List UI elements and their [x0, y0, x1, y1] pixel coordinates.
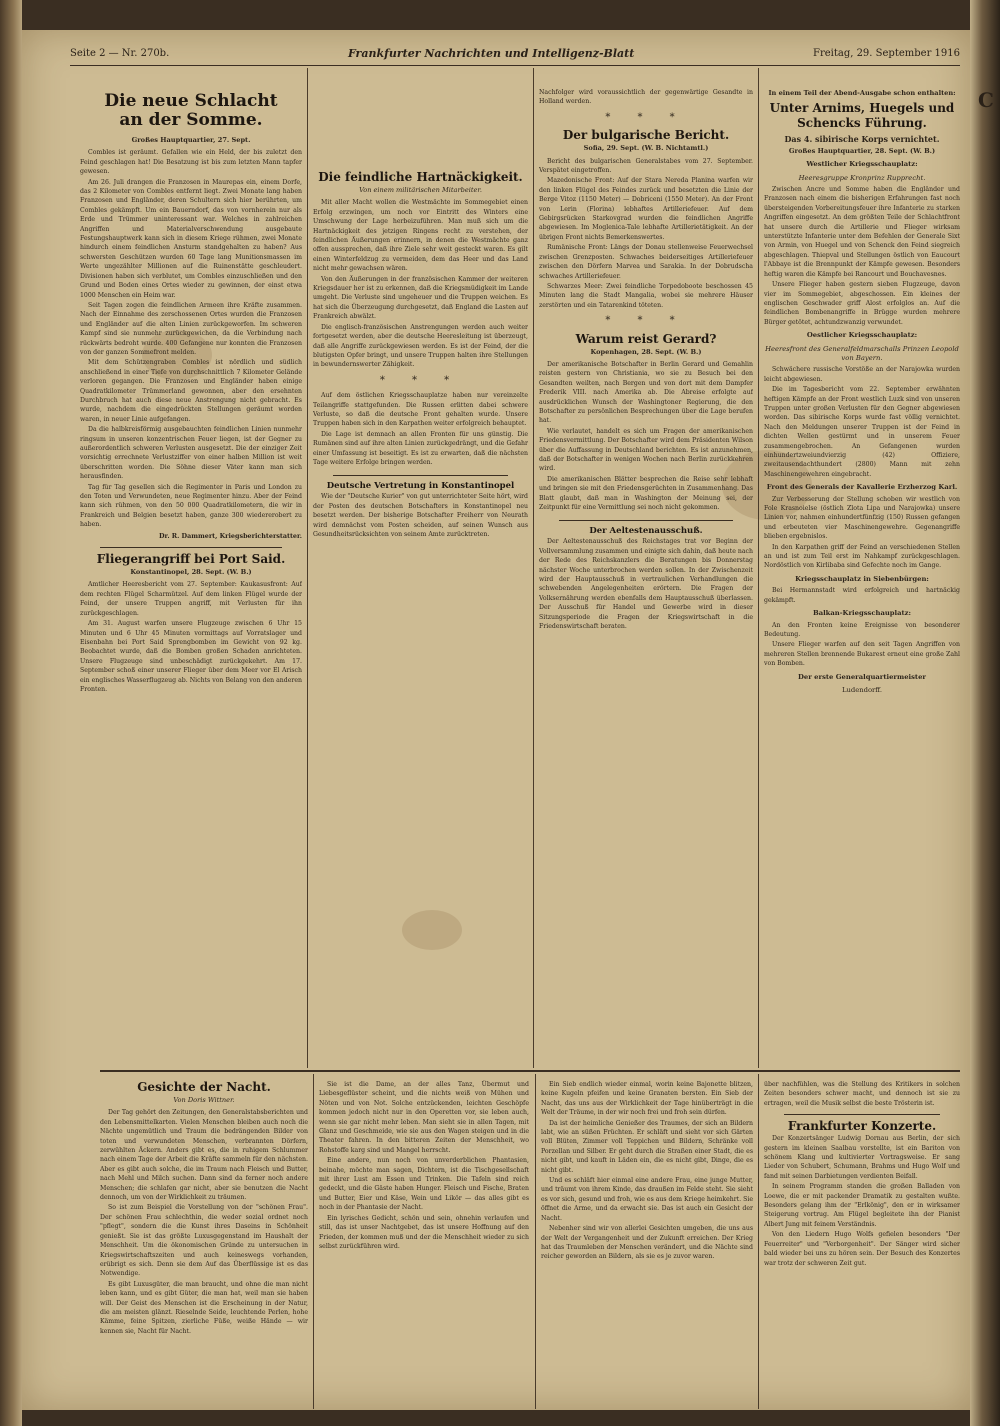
article-title: Gesichte der Nacht. — [137, 1080, 271, 1094]
section-separator: * * * — [605, 111, 687, 123]
paragraph: Unsere Flieger haben gestern sieben Flugzeuge, davon vier im Sommegebiet, abgeschossen. Ein kleines der englischen Geschwader griff Alost erfolglos an. Auf die feindlichen Bombenangriffe in Brügge wurden mehrere Bürger getötet, achtundzwanzig verwundet. — [764, 281, 960, 326]
section-heading: Kriegsschauplatz in Siebenbürgen: — [795, 574, 929, 583]
paragraph: Die amerikanischen Blätter besprechen die Reise sehr lebhaft und bringen sie mit den Friedensgerüchten in Zusammenhang. Das Blatt glaubt, daß man in Washington der Meinung sei, der Zeitpunkt für eine Vermittlung sei noch nicht gekommen. — [539, 475, 753, 512]
section-heading: Westlicher Kriegsschauplatz: — [806, 160, 918, 169]
paragraph: Der amerikanische Botschafter in Berlin Gerard und Gemahlin reisten gestern von Christiania, wo sie zu Besuch bei den Gesandten weilten, nach Bergen und von dort mit dem Dampfer Frederik VIII. nach Amerika ab. Die Abreise erfolgte auf ausdrücklichen Wunsch der Washingtoner Regierung, die den Botschafter zu persönlichen Besprechungen über die Lage berufen hat. — [539, 360, 753, 425]
paragraph: Da ist der heimliche Genießer des Traumes, der sich an Bildern labt, wie an süßen Früchten. Er schläft und sieht vor sich Gärten voll Blüten, Zimmer voll Teppichen und Bildern, Schränke voll Porzellan und Silber. Er geht durch die Straßen einer Stadt, die es nicht gibt, und kauft in Läden ein, die es nicht gibt, Dinge, die es nicht gibt. — [541, 1119, 753, 1174]
paragraph: Die englisch-französischen Anstrengungen werden auch weiter fortgesetzt werden, aber die deutsche Heeresleitung ist überzeugt, daß alle Angriffe zurückgewiesen werden. Es ist der Feind, der die blutigsten Opfer bringt, und unsere Truppen halten ihre Stellungen in bewundernswerter Zähigkeit. — [313, 323, 528, 369]
section-subheading: Heeresgruppe Kronprinz Rupprecht. — [798, 173, 926, 182]
paragraph: über nachfühlen, was die Stellung des Kritikers in solchen Zeiten besonders schwer macht, und dennoch ist sie zu ertragen, weil die Musik selbst die beste Trösterin ist. — [764, 1081, 960, 1107]
paragraph: Mazedonische Front: Auf der Stara Nereda Planina warfen wir den linken Flügel des Feindes zurück und besetzten die Linie der Berge Vitoz (1150 Meter) — Dobriceni (1550 Meter). An der Front von Lerin (Florina) lebhaftes Artilleriefeuer. Auf dem Gebirgsrücken Starkovgrad wurden die feindlichen Angriffe abgewiesen. Im Moglenica-Tale lebhafte Artillerietätigkeit. An der übrigen Front nichts Bemerkenswertes. — [539, 177, 753, 241]
section-divider — [100, 1070, 960, 1072]
next-page-fragment: C — [978, 88, 994, 112]
newspaper-title: Frankfurter Nachrichten und Intelligenz-Blatt — [347, 46, 635, 60]
paragraph: So ist zum Beispiel die Vorstellung von der "schönen Frau". Der schönen Frau schlechthin, die weder sozial ordnet noch "pflegt", sondern die die Kunst ihres Daseins in Schönheit genießt. Sie ist das größte Luxusgegenstand im Haushalt der Menschheit. Um die ökonomischen Gründe zu untersuchen in Kriegswirtschaftszeiten und auch keineswegs vorhanden, erübrigt es sich. Denn sie dem Auf das Überflüssige ist es das Notwendige. — [100, 1204, 308, 1278]
article-title-continued: an der Somme. — [119, 110, 263, 130]
dateline: Sofia, 29. Sept. (W. B. Nichtamtl.) — [583, 144, 709, 153]
section-heading: Balkan-Kriegsschauplatz: — [812, 609, 912, 618]
signature-name: Ludendorff. — [841, 685, 883, 694]
paragraph: Es gibt Luxusgüter, die man braucht, und ohne die man nicht leben kann, und es gibt Güter, die man hat, weil man sie haben will. Der Geist des Menschen ist die Erscheinung in der Natur, die am meisten glänzt. Rieselnde Seide, leuchtende Perlen, hohe Kämme, feine Spitzen, zierliche Füße, weiße Hände — wir kennen sie, Nacht für Nacht. — [100, 1280, 308, 1335]
article-title: Deutsche Vertretung in Konstantinopel — [326, 481, 515, 492]
article-title: Unter Arnims, Huegels und Schencks Führung. — [769, 101, 955, 131]
paragraph: Ein Sieb endlich wieder einmal, worin keine Bajonette blitzen, keine Kugeln pfeifen und keine Granaten bersten. Ein Sieb der Nacht, das uns aus der Wirklichkeit der Tage hinüberträgt in die Welt der Träume, in der wir noch frei und froh sein dürfen. — [541, 1081, 753, 1117]
dateline: Kopenhagen, 28. Sept. (W. B.) — [590, 347, 702, 356]
paragraph: In den Karpathen griff der Feind an verschiedenen Stellen an und ist zum Teil erst im Nahkampf zurückgeschlagen. Nordöstlich von Kirlibaba sind Gefechte noch im Gange. — [764, 543, 960, 570]
paragraph: In seinem Programm standen die großen Balladen von Loewe, die er mit packender Dramatik zu gestalten wußte. Besonders gelang ihm der "Erlkönig", den er in wirksamer Steigerung vortrug. Am Flügel begleitete ihn der Pianist Albert Jung mit feinem Verständnis. — [764, 1183, 960, 1228]
paragraph: Und es schläft hier einmal eine andere Frau, eine junge Mutter, und träumt von ihrem Kinde, das draußen im Felde steht. Sie sieht es vor sich, gesund und froh, wie es aus dem Kriege heimkehrt. Sie öffnet die Arme, und da erwacht sie. Das ist auch ein Gesicht der Nacht. — [541, 1177, 753, 1222]
paragraph: Nachfolger wird voraussichtlich der gegenwärtige Gesandte in Holland werden. — [539, 89, 753, 106]
article-subtitle: Das 4. sibirische Korps vernichtet. — [784, 134, 940, 145]
paragraph: Eine andere, nun noch von unverderblichen Phantasien, beinahe, möchte man sagen, Dichtern, ist die Tischgesellschaft mit ihrer Lust am Essen und Trinken. Die Tafeln sind reich gedeckt, und die Gäste haben Hunger. Fleisch und Fische, Braten und Butter, Eier und Käse, Wein und Likör — das alles gibt es noch in der Phantasie der Nacht. — [319, 1157, 529, 1212]
book-binding-left — [0, 0, 22, 1426]
article-title: Frankfurter Konzerte. — [787, 1119, 937, 1134]
masthead — [70, 44, 960, 66]
article-title: Der Aeltestenausschuß. — [589, 526, 703, 537]
paragraph: Wie der "Deutsche Kurier" von gut unterrichteter Seite hört, wird der Posten des deutschen Botschafters in Konstantinopel neu besetzt werden. Der bisherige Botschafter Freiherr von Neurath wird demnächst vom Posten scheiden, auf seinen Wunsch aus Gesundheitsrücksichten von seinem Amte zurücktreten. — [313, 493, 528, 538]
paragraph: Die im Tagesbericht vom 22. September erwähnten heftigen Kämpfe an der Front westlich Luzk sind von unseren Truppen unter großen Verlusten für den Gegner abgewiesen worden. Das sibirische Korps wurde fast völlig vernichtet. Nach den Meldungen unserer Truppen ist der Feind in dichten Wellen gestürmt und in unserem Feuer zusammengebrochen. An Gefangenen wurden einhundertzweiundvierzig (42) Offiziere, zweitausendachthundert (2800) Mann mit zehn Maschinengewehren eingebracht. — [764, 386, 960, 478]
next-page-edge — [970, 0, 1000, 1426]
paragraph: Am 31. August warfen unsere Flugzeuge zwischen 6 Uhr 15 Minuten und 6 Uhr 45 Minuten vormittags auf Vorratslager und Eisenbahn bei Port Said Sprengbomben im Gewicht von 92 kg. Beobachtet wurde, daß die Bomben großen Schaden anrichteten. Unsere Flugzeuge sind unbeschädigt zurückgekehrt. Am 17. September schoß einer unserer Flieger über dem Meer vor El Arisch ein englisches Wasserflugzeug ab. Nichts von Belang von den anderen Fronten. — [80, 620, 302, 693]
section-separator: * * * — [379, 374, 462, 386]
byline: Von einem militärischen Mitarbeiter. — [359, 186, 482, 194]
article-title: Fliegerangriff bei Port Said. — [96, 552, 286, 567]
article-nacht — [100, 1080, 308, 1408]
section-heading: Front des Generals der Kavallerie Erzherzog Karl. — [766, 483, 958, 492]
paragraph: Bei Hermannstadt wird erfolgreich und hartnäckig gekämpft. — [764, 587, 960, 604]
column-rule — [533, 68, 534, 1068]
section-subheading: Heeresfront des Generalfeldmarschalls Prinzen Leopold von Bayern. — [765, 344, 959, 362]
article-title: Warum reist Gerard? — [575, 331, 717, 346]
column-rule — [535, 1074, 536, 1409]
column-rule — [313, 1074, 314, 1409]
paragraph: Rumänische Front: Längs der Donau stellenweise Feuerwechsel zwischen Grenzposten. Schwaches beiderseitiges Artilleriefeuer zwischen den Dörfern Marvea und Sarakia. In der Dobrudscha schwaches Artilleriefeuer. — [539, 244, 753, 280]
article-hartnaeckigkeit — [313, 88, 528, 1068]
page-number: Seite 2 — Nr. 270b. — [70, 47, 170, 59]
byline: Von Doris Wittner. — [173, 1096, 235, 1104]
dateline: Großes Hauptquartier, 27. Sept. — [131, 136, 251, 144]
paragraph: Schwarzes Meer: Zwei feindliche Torpedoboote beschossen 45 Minuten lang die Stadt Mangalia, wobei sie mehrere Häuser zerstörten und ein Tatarenkind töteten. — [539, 282, 753, 309]
article-nacht-continued — [319, 1080, 529, 1408]
dateline: Konstantinopel, 28. Sept. (W. B.) — [130, 568, 252, 577]
paragraph: Mit aller Macht wollen die Westmächte im Sommegebiet einen Erfolg erzwingen, um noch vor Eintritt des Winters eine Umschwung der Lage herbeizuführen. Man muß sich um die Hartnäckigkeit des jetzigen Ringens recht zu verstehen, der feindlichen Äußerungen erinnern, in denen die Westmächte ganz offen aussprechen, daß ihre Ziele sehr weit gesteckt waren. Es gilt einen Winterfeldzug zu vermeiden, dem das Heer und das Land nicht mehr gewachsen wären. — [313, 199, 528, 273]
paragraph: Am 26. Juli drangen die Franzosen in Maurepas ein, einem Dorfe, das 2 Kilometer von Combles entfernt liegt. Zwei Monate lang haben Franzosen und Engländer, deren Schultern sich hier berührten, um Combles gekämpft. Um ein Bauerndorf, das von vornherein nur als Erde und Trümmer uninteressant war. Welches in zahlreichen Angriffen und Materialverschwendung ausgebaute Festungshauptwerk kann sich in diesem Kriege rühmen, zwei Monate hindurch einem feindlichen Ansturm standgehalten zu haben? Aus schwersten Geschützen wurden 60 Tage lang Munitionsmassen im Werte ungezählter Millionen auf die Ruinenstätte geschleudert. Divisionen haben sich verblutet, um Combles einzuschließen und den Grund und Boden eines Ortes wieder zu gewinnen, der einst etwa 1000 Menschen ein Heim war. — [80, 178, 302, 299]
paragraph: An den Fronten keine Ereignisse von besonderer Bedeutung. — [764, 621, 960, 638]
dateline: Großes Hauptquartier, 28. Sept. (W. B.) — [788, 146, 936, 155]
section-heading: Oestlicher Kriegsschauplatz: — [806, 331, 918, 340]
article-title: Die neue Schlacht — [104, 92, 278, 111]
paragraph: Der Tag gehört den Zeitungen, den Generalstabsberichten und den Lebensmittelkarten. Vielen Menschen bleiben auch noch die Nächte ungemütlich und Traum die bedrängenden Bilder von toten und verwundeten Menschen, verbrannten Dörfern, zerwühlten Äckern. Anders gibt es, die in ruhigem Schlummer nach einem Tage der Arbeit die Kräfte sammeln für den nächsten. Aber es gibt auch solche, die im Traum nach Fleisch und Butter, nach Mehl und Milch suchen. Dann sind da ferner noch andere Menschen; die schlafen gar nicht, aber sie benutzen die Nacht dennoch, um von der Wirklichkeit zu träumen. — [100, 1109, 308, 1202]
paragraph: Nebenher sind wir von allerlei Gesichten umgeben, die uns aus der Welt der Vergangenheit und der Zukunft erreichen. Der Krieg hat das Traumleben der Menschen verändert, und die Nächte sind reicher geworden an Bildern, als sie es je zuvor waren. — [541, 1225, 753, 1261]
column-rule — [758, 68, 759, 1068]
paragraph: Ein lyrisches Gedicht, schön und sein, ohnehin verlaufen und still, das ist unser Nachtgebet, das ist unsere Hoffnung auf den Frieden, der kommen muß und der die Menschheit wieder zu sich selbst zurückführen wird. — [319, 1214, 529, 1250]
paragraph: Auf dem östlichen Kriegsschauplatze haben nur vereinzelte Teilangriffe stattgefunden. Die Russen erlitten dabei schwere Verluste, so daß die deutsche Front gehalten wurde. Unsere Truppen haben sich in den Karpathen weiter erfolgreich behauptet. — [313, 392, 528, 428]
article-title: Die feindliche Hartnäckigkeit. — [318, 170, 523, 184]
paragraph: Amtlicher Heeresbericht vom 27. September: Kaukasusfront: Auf dem rechten Flügel Scharmützel. Auf dem linken Flügel wurde der Feind, der unsere Truppen angriff, mit Verlusten für ihn zurückgeschlagen. — [80, 581, 302, 617]
article-title: Der bulgarische Bericht. — [562, 128, 730, 143]
edition-note: In einem Teil der Abend-Ausgabe schon enthalten: — [768, 89, 956, 97]
paragraph: Tag für Tag gesellen sich die Regimenter in Paris und London zu den Toten und Verwundeten, neue Regimenter hinzu. Aber der Feind kann sich rühmen, von den 50 000 Quadratkilometern, die wir in Frankreich und Belgien besetzt haben, ganze 300 wiedererobert zu haben. — [80, 483, 302, 529]
paragraph: Unsere Flieger warfen auf den seit Tagen Angriffen von mehreren Stellen brennende Bukarest erneut eine große Zahl von Bomben. — [764, 641, 960, 668]
article-bulgarisch — [539, 88, 753, 1068]
article-heeresbericht — [764, 88, 960, 1068]
paragraph: Zur Verbesserung der Stellung schoben wir westlich von Fole Krasnoielse (östlich Zlota Lipa und Narajowka) unsere Linien vor, nahmen einhundertfünfzig (150) Russen gefangen und erbeuteten vier Maschinengewehre. Gegenangriffe blieben ergebnislos. — [764, 495, 960, 541]
author-signature: Dr. R. Dammert, Kriegsberichterstatter. — [159, 531, 302, 540]
paragraph: Bericht des bulgarischen Generalstabes vom 27. September. Verspätet eingetroffen. — [539, 157, 753, 175]
paragraph: Schwächere russische Vorstöße an der Narajowka wurden leicht abgewiesen. — [764, 366, 960, 383]
paragraph: Von den Äußerungen in der französischen Kammer der weiteren Kriegsdauer her ist zu erkennen, daß die Kriegsmüdigkeit im Lande umgeht. Die Verluste sind ungeheuer und die Truppen weichen. Es hat sich die Überzeugung durchgesetzt, daß England die Lasten auf Frankreich abwälzt. — [313, 275, 528, 321]
paragraph: Wie verlautet, handelt es sich um Fragen der amerikanischen Friedensvermittlung. Der Botschafter wird dem Präsidenten Wilson über die Auffassung in Deutschland berichten. Es ist anzunehmen, daß der Botschafter in wenigen Wochen nach Berlin zurückkehren wird. — [539, 427, 753, 473]
paragraph: Zwischen Ancre und Somme haben die Engländer und Franzosen nach einem die bisherigen Erfahrungen fast noch übersteigenden Vorbereitungsfeuer ihre Infanterie zu starken Angriffen eingesetzt. An dem größten Teile der Schlachtfront hat unsere durch die Artillerie und Flieger wirksam unterstützte Infanterie unter dem Befehlen der Generale Sixt von Armin, von Huegel und von Schenck den Feind siegreich abgeschlagen. Thiepval und Stellungen östlich von Eaucourt l'Abbaye ist die Brennpunkt der Kämpfe gewesen. Besonders heftig waren die Kämpfe bei Rancourt und Bouchavesnes. — [764, 186, 960, 278]
paragraph: Von den Liedern Hugo Wolfs gefielen besonders "Der Feuerreiter" und "Verborgenheit". Der Sänger wird sicher bald wieder bei uns zu hören sein. Der Besuch des Konzertes war trotz der schweren Zeit gut. — [764, 1231, 960, 1267]
article-somme — [80, 92, 302, 1067]
article-konzerte — [764, 1080, 960, 1408]
paragraph: Seit Tagen zogen die feindlichen Armeen ihre Kräfte zusammen. Nach der Einnahme des zerschossenen Ortes wurden die Franzosen und Engländer auf die alten Linien zurückgeworfen. Im schweren Kampf sind sie nunmehr zurückgewichen, da die Verbindung nach rückwärts bedroht wurde. 400 Gefangene nur konnten die Franzosen von der ganzen Sommefront melden. — [80, 301, 302, 356]
paragraph: Die Lage ist demnach an allen Fronten für uns günstig. Die Rumänen sind auf ihre alten Linien zurückgedrängt, und die Gefahr einer Umfassung ist beseitigt. Es ist zu erwarten, daß die nächsten Tage weitere Erfolge bringen werden. — [313, 430, 528, 466]
paragraph: Sie ist die Dame, an der alles Tanz, Übermut und Liebesgeflüster scheint, und die nichts weiß von Mühen und Nöten und von Not. Solche entzückenden, leichten Geschöpfe kommen jedoch nicht nur in den Operetten vor, sie leben auch, wenn sie gar nicht mehr leben. Man sieht sie in allen Tagen, mit Glanz und Geschmeide, wie sie aus den Wagen steigen und in die Theater fahren. In den bitteren Zeiten der Menschheit, wo Rohstoffe karg sind und Mangel herrscht. — [319, 1081, 529, 1154]
paragraph: Der Konzertsänger Ludwig Dornau aus Berlin, der sich gestern im kleinen Saalbau vorstellte, ist ein Bariton von schönem Klang und kultivierter Vortragsweise. Er sang Lieder von Schubert, Schumann, Brahms und Hugo Wolf und fand mit seinen Darbietungen verdienten Beifall. — [764, 1135, 960, 1180]
article-nacht-continued-2 — [541, 1080, 753, 1408]
issue-date: Freitag, 29. September 1916 — [813, 47, 960, 59]
paragraph: Mit dem Schützengraben Combles ist nördlich und südlich anschließend in einer Tiefe von durchschnittlich 7 Kilometer Gelände verloren gegangen. Die Franzosen und Engländer haben einige Quadratkilometer Trümmerland gewonnen, aber den ersehnten Durchbruch hat auch diese neue Anstrengung nicht gebracht. Es wurde, nachdem die eingedrückten Stellungen geräumt worden waren, in neuer Linie aufgefangen. — [80, 359, 302, 423]
signature-title: Der erste Generalquartiermeister — [798, 672, 926, 681]
paragraph: Combles ist geräumt. Gefallen wie ein Held, der bis zuletzt den Feind geschlagen hat! Die Besatzung ist bis zum letzten Mann tapfer gewesen. — [80, 149, 302, 176]
column-rule — [758, 1074, 759, 1409]
paragraph: Da die halbkreisförmig ausgebauchten feindlichen Linien nunmehr ringsum in unseren konzentrischen Feuer liegen, ist der Gegner zu außerordentlich schweren Verlusten ausgesetzt. Die der einziger Zeit vorsichtig errechnete Verlustziffer von einer halben Million ist weit überschritten worden. Die Söhne dieser Väter kann man sich herausfinden. — [80, 426, 302, 481]
column-rule — [307, 68, 308, 1068]
section-separator: * * * — [605, 315, 687, 327]
paragraph: Der Aeltestenausschuß des Reichstages trat vor Beginn der Vollversammlung zusammen und einigte sich dahin, daß heute nach der Rede des Reichskanzlers die Beratungen bis Donnerstag nächster Woche unterbrochen werden sollen. In der Zwischenzeit wird der Hauptausschuß in vertraulichen Verhandlungen die schwebenden Angelegenheiten erörtern. Die Fragen der Volksernährung werden ebenfalls dem Hauptausschuß überlassen. Der Ausschuß für Handel und Gewerbe wird in dieser Sitzungsperiode die Fragen der Kriegswirtschaft in die Friedenswirtschaft beraten. — [539, 538, 753, 631]
